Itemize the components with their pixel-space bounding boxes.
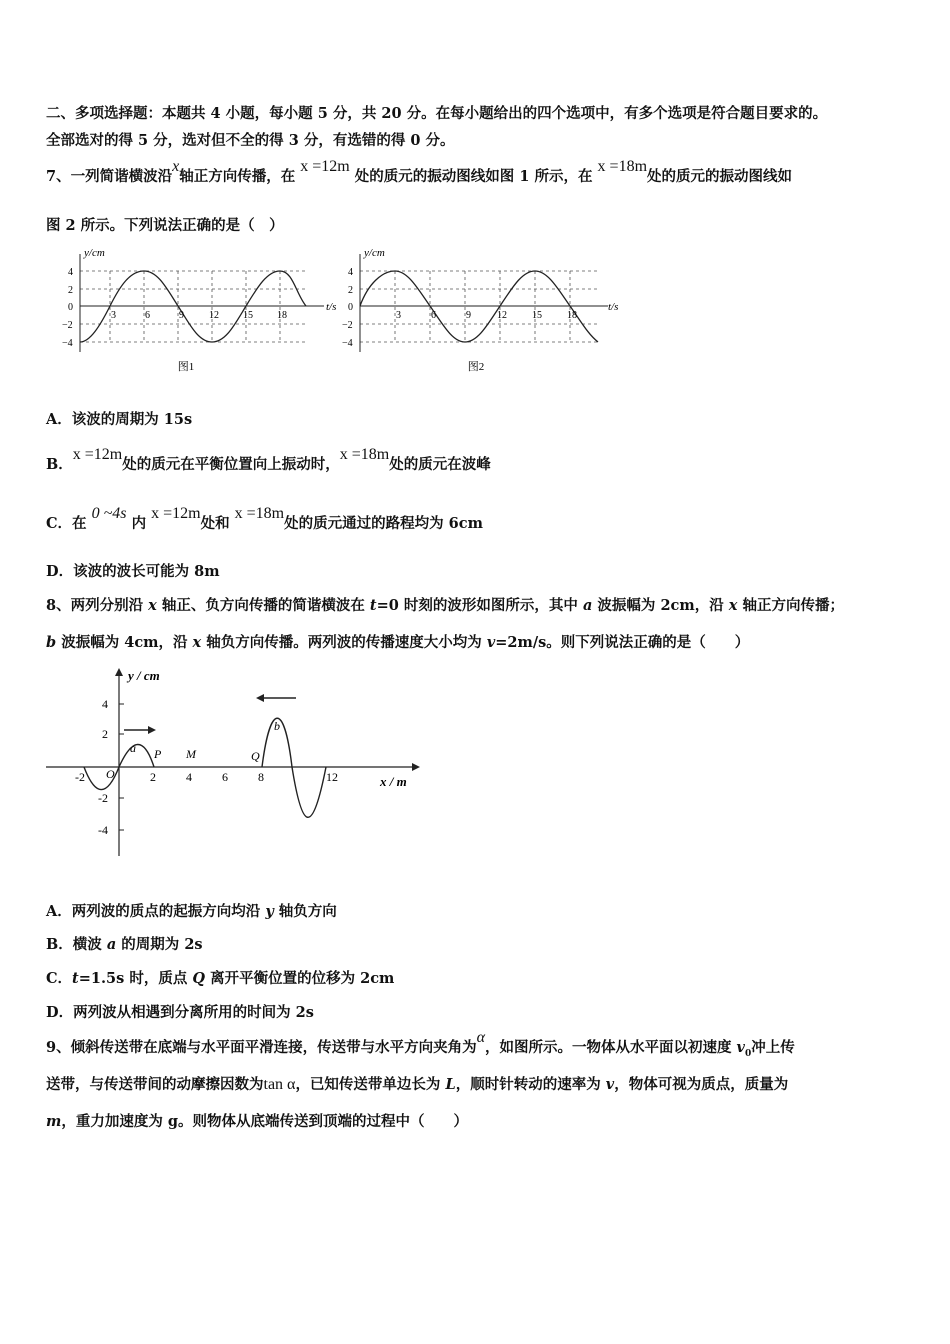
q7-c-time: 0 ~4s — [91, 505, 127, 522]
q8-t5: 轴正方向传播； — [737, 597, 844, 614]
q8-b-end: 的周期为 2s — [116, 936, 203, 953]
q7-var-x: x — [172, 158, 180, 175]
q9-v0-sub: 0 — [744, 1048, 752, 1059]
q8-b1: b — [46, 634, 57, 651]
fig1-caption: 图1 — [177, 361, 195, 373]
q8-stem-line1 — [46, 594, 844, 615]
fig2-xtick-3: 3 — [396, 310, 401, 321]
q8-x-axis-arrow — [412, 763, 420, 771]
q8-b-pre: B．横波 — [46, 936, 107, 953]
q7-x12: x =12m — [300, 158, 350, 175]
q7-b-end: 处的质元在波峰 — [389, 456, 491, 473]
q8-label-origin: O — [106, 767, 115, 781]
q9-t7: ，物体可视为质点，质量为 — [614, 1076, 789, 1093]
q8-t2: 轴正、负方向传播的简谐横波在 — [156, 597, 370, 614]
fig2-xtick-12: 12 — [497, 310, 507, 321]
wave-b-arrow-head — [256, 694, 264, 702]
q9-alpha: α — [476, 1029, 485, 1046]
q8-option-c — [46, 967, 394, 988]
q9-v0: v — [736, 1039, 745, 1056]
q8-x1: x — [148, 597, 157, 614]
q7-c-in: 内 — [131, 515, 147, 532]
q7-text-2: 轴正方向传播，在 — [179, 168, 296, 185]
q8-ytick-m2: -2 — [98, 791, 108, 805]
q8-label-m: M — [186, 747, 196, 761]
q8-wave-figure — [44, 660, 424, 870]
q8-c-mid: =1.5s 时，质点 — [78, 970, 193, 987]
q7-stem-line1 — [46, 158, 793, 186]
q7-figure-1 — [56, 244, 346, 374]
q9-stem-line3 — [46, 1110, 468, 1131]
fig1-ytick-4: 4 — [68, 267, 73, 278]
q8-c-q: Q — [192, 970, 206, 987]
q8-xtick-12: 12 — [326, 770, 338, 784]
fig1-xtick-6: 6 — [145, 310, 150, 321]
q9-l: L — [445, 1076, 456, 1093]
q8-option-b — [46, 933, 203, 954]
wave-b-curve — [262, 718, 326, 817]
q7-c-x18: x =18m — [234, 505, 285, 522]
fig1-xtick-12: 12 — [209, 310, 219, 321]
q8-y-axis-arrow — [115, 668, 123, 676]
q8-ytick-2: 2 — [102, 727, 108, 741]
fig2-ytick-m4: −4 — [342, 338, 353, 349]
q7-stem-line2: 图 2 所示。下列说法正确的是（ ） — [46, 217, 284, 234]
q8-xtick-2: 2 — [150, 770, 156, 784]
fig2-ytick-4: 4 — [348, 267, 353, 278]
fig2-xtick-6: 6 — [431, 310, 436, 321]
q8-label-p: P — [154, 747, 162, 761]
q9-stem-line2 — [46, 1073, 788, 1094]
fig1-xtick-18: 18 — [277, 310, 287, 321]
q7-b-x18: x =18m — [339, 446, 390, 463]
fig1-ytick-m4: −4 — [62, 338, 73, 349]
fig2-xtick-18: 18 — [567, 310, 577, 321]
q7-option-a: A．该波的周期为 15s — [46, 411, 193, 428]
section-header-line2: 全部选对的得 5 分，选对但不全的得 3 分，有选错的得 0 分。 — [46, 132, 455, 149]
q8-x3: x — [192, 634, 202, 651]
q7-option-d: D．该波的波长可能为 8m — [46, 563, 220, 580]
q8-v: v — [486, 634, 496, 651]
q7-text-4: 处的质元的振动图线如 — [647, 168, 793, 185]
q8-option-a — [46, 900, 337, 921]
fig2-ytick-m2: −2 — [342, 320, 353, 331]
fig2-xlabel: t/s — [608, 301, 619, 313]
q7-c-x12: x =12m — [151, 505, 201, 522]
fig2-xtick-9: 9 — [466, 310, 471, 321]
wave-a-arrow-head — [148, 726, 156, 734]
q8-ytick-4: 4 — [102, 697, 108, 711]
q8-xtick-4: 4 — [186, 770, 192, 784]
q7-x18: x =18m — [597, 158, 648, 175]
fig1-xtick-15: 15 — [243, 310, 253, 321]
fig1-xtick-3: 3 — [111, 310, 116, 321]
q8-t6: 波振幅为 4cm，沿 — [56, 634, 193, 651]
q8-a-end: 轴负方向 — [273, 903, 337, 920]
q7-option-c — [46, 505, 483, 533]
fig1-xtick-9: 9 — [179, 310, 184, 321]
section-header-line1: 二、多项选择题：本题共 4 小题，每小题 5 分，共 20 分。在每小题给出的四个选项中，有多个选项是符合题目要求的。 — [46, 105, 828, 122]
q8-ylabel: y / cm — [128, 668, 160, 683]
q9-tan: tan α — [263, 1076, 296, 1093]
q8-a-y: y — [265, 903, 274, 920]
fig2-ytick-0: 0 — [348, 302, 353, 313]
q8-b-a: a — [106, 936, 117, 953]
q7-c-end: 处的质元通过的路程均为 6cm — [284, 515, 483, 532]
q8-c-t: t — [72, 970, 79, 987]
q8-stem-line2 — [46, 631, 749, 652]
q9-t2: ，如图所示。一物体从水平面以初速度 — [485, 1039, 737, 1056]
q7-text-3: 处的质元的振动图线如图 1 所示，在 — [354, 168, 593, 185]
q9-m: m — [46, 1113, 62, 1130]
q7-b-x12: x =12m — [72, 446, 123, 463]
q7-option-b — [46, 446, 491, 474]
fig2-ylabel: y/cm — [364, 247, 385, 259]
q8-t0: t — [369, 597, 377, 614]
fig1-ytick-0: 0 — [68, 302, 73, 313]
q8-xtick-6: 6 — [222, 770, 228, 784]
q8-a1: a — [582, 597, 593, 614]
q8-ytick-m4: -4 — [98, 823, 108, 837]
fig1-ylabel: y/cm — [84, 247, 105, 259]
q8-x2: x — [728, 597, 738, 614]
fig2-ytick-2: 2 — [348, 285, 353, 296]
q9-t8: ，重力加速度为 g。则物体从底端传送到顶端的过程中（ ） — [61, 1113, 469, 1130]
q8-xtick-m2: -2 — [75, 770, 85, 784]
q7-c-pre: C．在 — [46, 515, 87, 532]
fig2-xtick-15: 15 — [532, 310, 542, 321]
q8-label-a: a — [130, 741, 136, 755]
q8-t4: 波振幅为 2cm，沿 — [592, 597, 729, 614]
fig1-ytick-m2: −2 — [62, 320, 73, 331]
fig1-ytick-2: 2 — [68, 285, 73, 296]
q7-figure-2 — [336, 244, 626, 374]
q8-t8: =2m/s。则下列说法正确的是（ ） — [495, 634, 750, 651]
q9-t4: 送带，与传送带间的动摩擦因数为 — [46, 1076, 264, 1093]
q8-option-d: D．两列波从相遇到分离所用的时间为 2s — [46, 1004, 314, 1021]
q8-t1: 8、两列分别沿 — [46, 597, 149, 614]
q7-text-1: 7、一列简谐横波沿 — [46, 168, 173, 185]
q8-t7: 轴负方向传播。两列波的传播速度大小均为 — [201, 634, 487, 651]
q8-label-b: b — [274, 719, 280, 733]
q8-xtick-8: 8 — [258, 770, 264, 784]
q8-c-pre: C． — [46, 970, 73, 987]
q9-t6: ，顺时针转动的速率为 — [455, 1076, 606, 1093]
q8-c-end: 离开平衡位置的位移为 2cm — [205, 970, 395, 987]
q9-t1: 9、倾斜传送带在底端与水平面平滑连接，传送带与水平方向夹角为 — [46, 1039, 477, 1056]
q8-t3: =0 时刻的波形如图所示，其中 — [376, 597, 583, 614]
q7-c-and: 处和 — [200, 515, 230, 532]
q9-t3: 冲上传 — [751, 1039, 795, 1056]
fig1-xlabel: t/s — [326, 301, 337, 313]
q9-v: v — [605, 1076, 615, 1093]
q9-t5: ，已知传送带单边长为 — [295, 1076, 446, 1093]
q7-b-pre: B． — [46, 456, 73, 473]
q8-xlabel: x / m — [380, 774, 407, 789]
q8-label-q: Q — [251, 749, 260, 763]
q8-a-pre: A．两列波的质点的起振方向均沿 — [46, 903, 266, 920]
q7-b-mid: 处的质元在平衡位置向上振动时， — [122, 456, 340, 473]
q9-stem-line1 — [46, 1029, 795, 1059]
fig2-caption: 图2 — [467, 361, 485, 373]
